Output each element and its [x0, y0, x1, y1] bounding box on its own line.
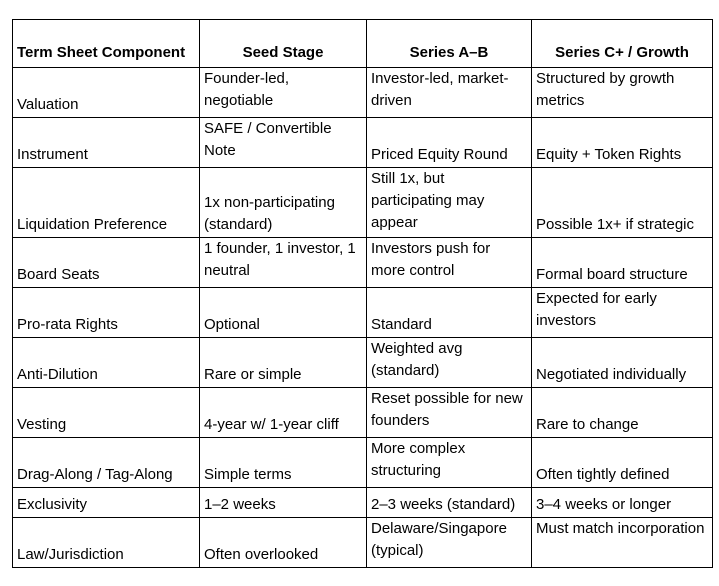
seed-cell: 1 founder, 1 investor, 1 neutral	[200, 238, 367, 288]
series-c-cell: Negotiated individually	[532, 338, 713, 388]
header-series-c-growth: Series C+ / Growth	[532, 20, 713, 68]
series-c-cell: 3–4 weeks or longer	[532, 488, 713, 518]
series-c-cell: Formal board structure	[532, 238, 713, 288]
series-a-b-cell: Weighted avg (standard)	[367, 338, 532, 388]
series-a-b-cell: 2–3 weeks (standard)	[367, 488, 532, 518]
seed-cell: Founder-led, negotiable	[200, 68, 367, 118]
header-series-a-b: Series A–B	[367, 20, 532, 68]
series-a-b-cell: Priced Equity Round	[367, 118, 532, 168]
seed-cell: Simple terms	[200, 438, 367, 488]
table-row	[13, 388, 713, 438]
table-row	[13, 438, 713, 488]
series-c-cell: Must match incorporation	[532, 518, 713, 568]
table-row	[13, 238, 713, 288]
seed-cell: SAFE / Convertible Note	[200, 118, 367, 168]
row-component: Instrument	[13, 118, 200, 168]
series-a-b-cell: Investor-led, market-driven	[367, 68, 532, 118]
table-row	[13, 338, 713, 388]
row-component: Drag-Along / Tag-Along	[13, 438, 200, 488]
row-component: Pro-rata Rights	[13, 288, 200, 338]
seed-cell: Often overlooked	[200, 518, 367, 568]
series-c-cell: Rare to change	[532, 388, 713, 438]
series-a-b-cell: Standard	[367, 288, 532, 338]
header-component: Term Sheet Component	[13, 20, 200, 68]
table-row	[13, 288, 713, 338]
seed-cell: 4-year w/ 1-year cliff	[200, 388, 367, 438]
series-c-cell: Equity + Token Rights	[532, 118, 713, 168]
row-component: Liquidation Preference	[13, 168, 200, 238]
row-component: Law/Jurisdiction	[13, 518, 200, 568]
row-component: Exclusivity	[13, 488, 200, 518]
seed-cell: 1–2 weeks	[200, 488, 367, 518]
term-sheet-table	[12, 19, 713, 568]
row-component: Board Seats	[13, 238, 200, 288]
row-component: Valuation	[13, 68, 200, 118]
series-a-b-cell: Still 1x, but participating may appear	[367, 168, 532, 238]
seed-cell: 1x non-participating (standard)	[200, 168, 367, 238]
seed-cell: Optional	[200, 288, 367, 338]
table-row	[13, 518, 713, 568]
series-a-b-cell: Investors push for more control	[367, 238, 532, 288]
row-component: Anti-Dilution	[13, 338, 200, 388]
series-c-cell: Expected for early investors	[532, 288, 713, 338]
table-row	[13, 168, 713, 238]
series-a-b-cell: More complex structuring	[367, 438, 532, 488]
series-c-cell: Possible 1x+ if strategic	[532, 168, 713, 238]
header-seed-stage: Seed Stage	[200, 20, 367, 68]
series-a-b-cell: Reset possible for new founders	[367, 388, 532, 438]
series-c-cell: Structured by growth metrics	[532, 68, 713, 118]
series-c-cell: Often tightly defined	[532, 438, 713, 488]
table-row	[13, 68, 713, 118]
table-row	[13, 488, 713, 518]
table-row	[13, 118, 713, 168]
row-component: Vesting	[13, 388, 200, 438]
seed-cell: Rare or simple	[200, 338, 367, 388]
table-header-row	[13, 20, 713, 68]
series-a-b-cell: Delaware/Singapore (typical)	[367, 518, 532, 568]
